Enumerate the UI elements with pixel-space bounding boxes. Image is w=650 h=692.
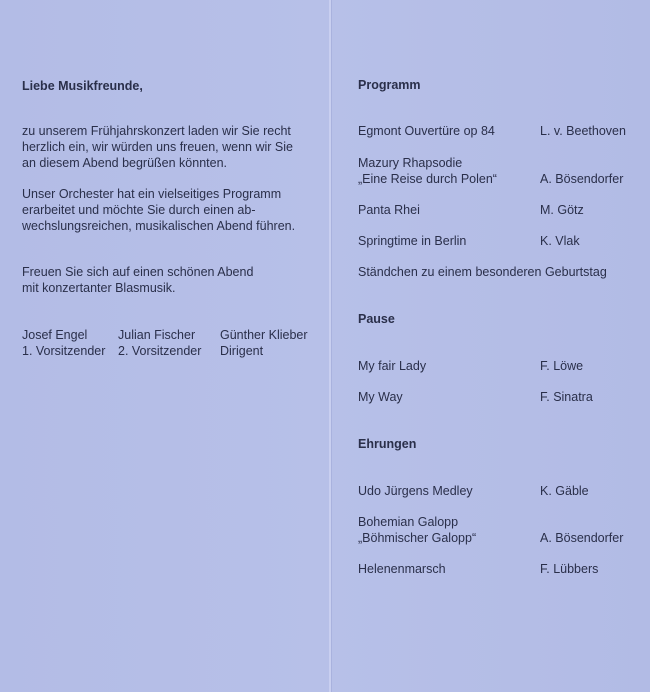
program-title-line: Panta Rhei xyxy=(358,203,420,217)
greeting: Liebe Musikfreunde, xyxy=(22,79,143,93)
program-item-composer: L. v. Beethoven xyxy=(540,124,626,138)
orchestra-line: erarbeitet und möchte Sie durch einen ab- xyxy=(22,203,256,217)
program-item-composer: F. Lübbers xyxy=(540,562,599,576)
program-title-line: Springtime in Berlin xyxy=(358,234,467,248)
programm-heading: Programm xyxy=(358,78,421,92)
program-item-composer: A. Bösendorfer xyxy=(540,172,624,186)
program-item-composer: M. Götz xyxy=(540,203,584,217)
program-item-title xyxy=(358,561,446,577)
signature-name: Günther Klieber xyxy=(220,328,308,342)
signature-role: Dirigent xyxy=(220,344,264,358)
program-title-line: „Eine Reise durch Polen“ xyxy=(358,172,497,186)
signature-klieber xyxy=(220,327,308,359)
closing-line: Freuen Sie sich auf einen schönen Abend xyxy=(22,265,254,279)
program-title-line: Bohemian Galopp xyxy=(358,515,459,529)
orchestra-paragraph xyxy=(22,186,295,234)
standchen-item: Ständchen zu einem besonderen Geburtstag xyxy=(358,265,607,279)
signature-name: Julian Fischer xyxy=(118,328,196,342)
fold-line xyxy=(329,0,331,692)
signature-name: Josef Engel xyxy=(22,328,88,342)
signature-engel xyxy=(22,327,105,359)
program-item-composer: K. Gäble xyxy=(540,484,589,498)
program-item-composer: F. Sinatra xyxy=(540,390,593,404)
intro-paragraph xyxy=(22,123,293,171)
program-item-title xyxy=(358,358,426,374)
program-item-title xyxy=(358,389,403,405)
orchestra-line: wechslungsreichen, musikalischen Abend führen. xyxy=(22,219,296,233)
program-title-line: Mazury Rhapsodie xyxy=(358,156,463,170)
program-title-line: Udo Jürgens Medley xyxy=(358,484,473,498)
signature-role: 1. Vorsitzender xyxy=(22,344,106,358)
program-item-title xyxy=(358,155,497,187)
program-item-title xyxy=(358,202,420,218)
program-title-line: „Böhmischer Galopp“ xyxy=(358,531,477,545)
program-title-line: My Way xyxy=(358,390,403,404)
program-item-title xyxy=(358,233,466,249)
program-item-composer: K. Vlak xyxy=(540,234,580,248)
program-item-composer: A. Bösendorfer xyxy=(540,531,624,545)
program-title-line: My fair Lady xyxy=(358,359,427,373)
orchestra-line: Unser Orchester hat ein vielseitiges Programm xyxy=(22,187,282,201)
program-item-title xyxy=(358,483,473,499)
program-item-composer: F. Löwe xyxy=(540,359,584,373)
pause-heading: Pause xyxy=(358,312,395,326)
closing-paragraph xyxy=(22,264,253,296)
ehrungen-heading: Ehrungen xyxy=(358,437,417,451)
intro-line: an diesem Abend begrüßen könnten. xyxy=(22,156,228,170)
intro-line: herzlich ein, wir würden uns freuen, wenn wir Sie xyxy=(22,140,293,154)
program-item-title xyxy=(358,123,495,139)
signature-role: 2. Vorsitzender xyxy=(118,344,202,358)
closing-line: mit konzertanter Blasmusik. xyxy=(22,281,176,295)
program-title-line: Helenenmarsch xyxy=(358,562,446,576)
program-item-title xyxy=(358,514,476,546)
signature-fischer xyxy=(118,327,201,359)
intro-line: zu unserem Frühjahrskonzert laden wir Sie recht xyxy=(22,124,291,138)
program-title-line: Egmont Ouvertüre op 84 xyxy=(358,124,495,138)
